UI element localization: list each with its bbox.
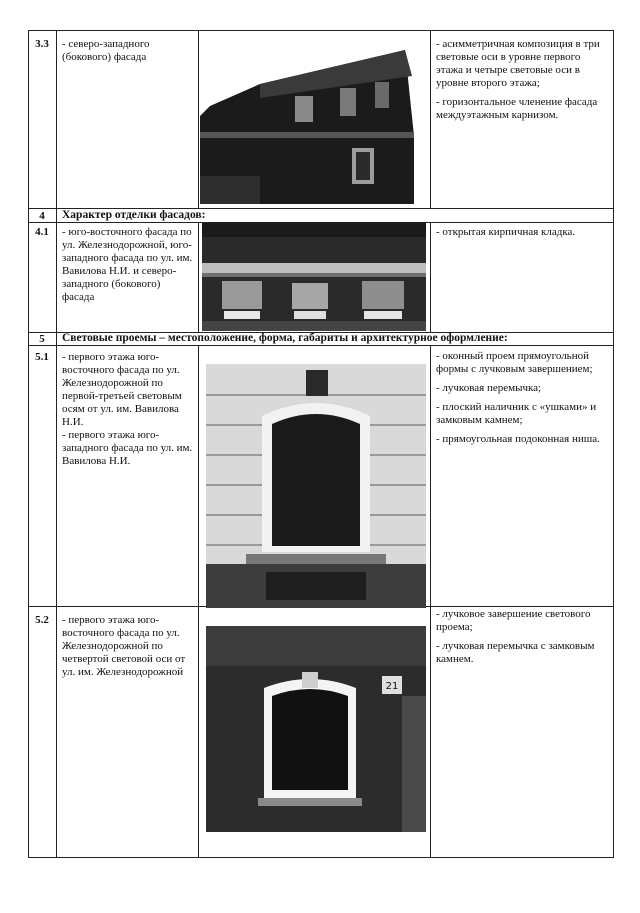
- section-number: 5: [39, 333, 45, 345]
- description-line: - оконный проем прямоугольной формы с лучковым завершением;: [436, 350, 593, 375]
- section-title: Световые проемы – местоположение, форма, габариты и архитектурное оформление:: [62, 332, 508, 344]
- row-number: 5.1: [35, 351, 49, 363]
- facade-photo-northwest: [200, 36, 426, 204]
- section-number: 4: [39, 210, 45, 222]
- row-number: 3.3: [35, 38, 49, 50]
- row-description: [436, 350, 610, 452]
- row-location: - юго-восточного фасада по ул. Железнодорожной, юго-западного фасада по ул. им. Вавилова Н.И. и северо-западного (бокового) фасада: [62, 226, 193, 303]
- col-divider: [56, 30, 57, 858]
- col-divider: [430, 222, 431, 332]
- description-line: - лучковое завершение светового проема;: [436, 608, 591, 633]
- brickwork-photo: [202, 223, 426, 331]
- row-location: - первого этажа юго-восточного фасада по ул. Железнодорожной по четвертой световой оси от ул. им. Железнодорожной: [62, 614, 186, 678]
- row-description: [436, 608, 610, 672]
- col-divider: [430, 345, 431, 858]
- window-photo-arched: [206, 364, 426, 608]
- description-line: - прямоугольная подоконная ниша.: [436, 433, 600, 445]
- section-title: Характер отделки фасадов:: [62, 209, 206, 221]
- col-divider: [430, 30, 431, 208]
- description-line: - асимметричная композиция в три световые оси в уровне первого этажа и четыре световые оси в уровне второго этажа;: [436, 38, 600, 89]
- row-number: 5.2: [35, 614, 49, 626]
- row-description: [436, 38, 608, 128]
- description-line: - открытая кирпичная кладка.: [436, 226, 576, 238]
- house-number: 21: [385, 681, 399, 692]
- row-location: - первого этажа юго-восточного фасада по ул. Железнодорожной по первой-третьей световым осям от ул. им. Вавилова Н.И. - первого этажа юго-западного фасада по ул. им. Вавилова Н.И.: [62, 351, 193, 467]
- description-line: - лучковая перемычка;: [436, 382, 542, 394]
- col-divider: [198, 30, 199, 208]
- row-divider: [28, 345, 614, 346]
- row-number: 4.1: [35, 226, 49, 238]
- description-line: - плоский наличник с «ушками» и замковым камнем;: [436, 401, 597, 426]
- window-photo-keystone: [206, 626, 426, 832]
- row-description: [436, 226, 608, 245]
- col-divider: [198, 222, 199, 332]
- row-location: - северо-западного (бокового) фасада: [62, 38, 150, 63]
- description-line: - горизонтальное членение фасада междуэтажным карнизом.: [436, 96, 598, 121]
- description-line: - лучковая перемычка с замковым камнем.: [436, 640, 595, 665]
- col-divider: [198, 345, 199, 858]
